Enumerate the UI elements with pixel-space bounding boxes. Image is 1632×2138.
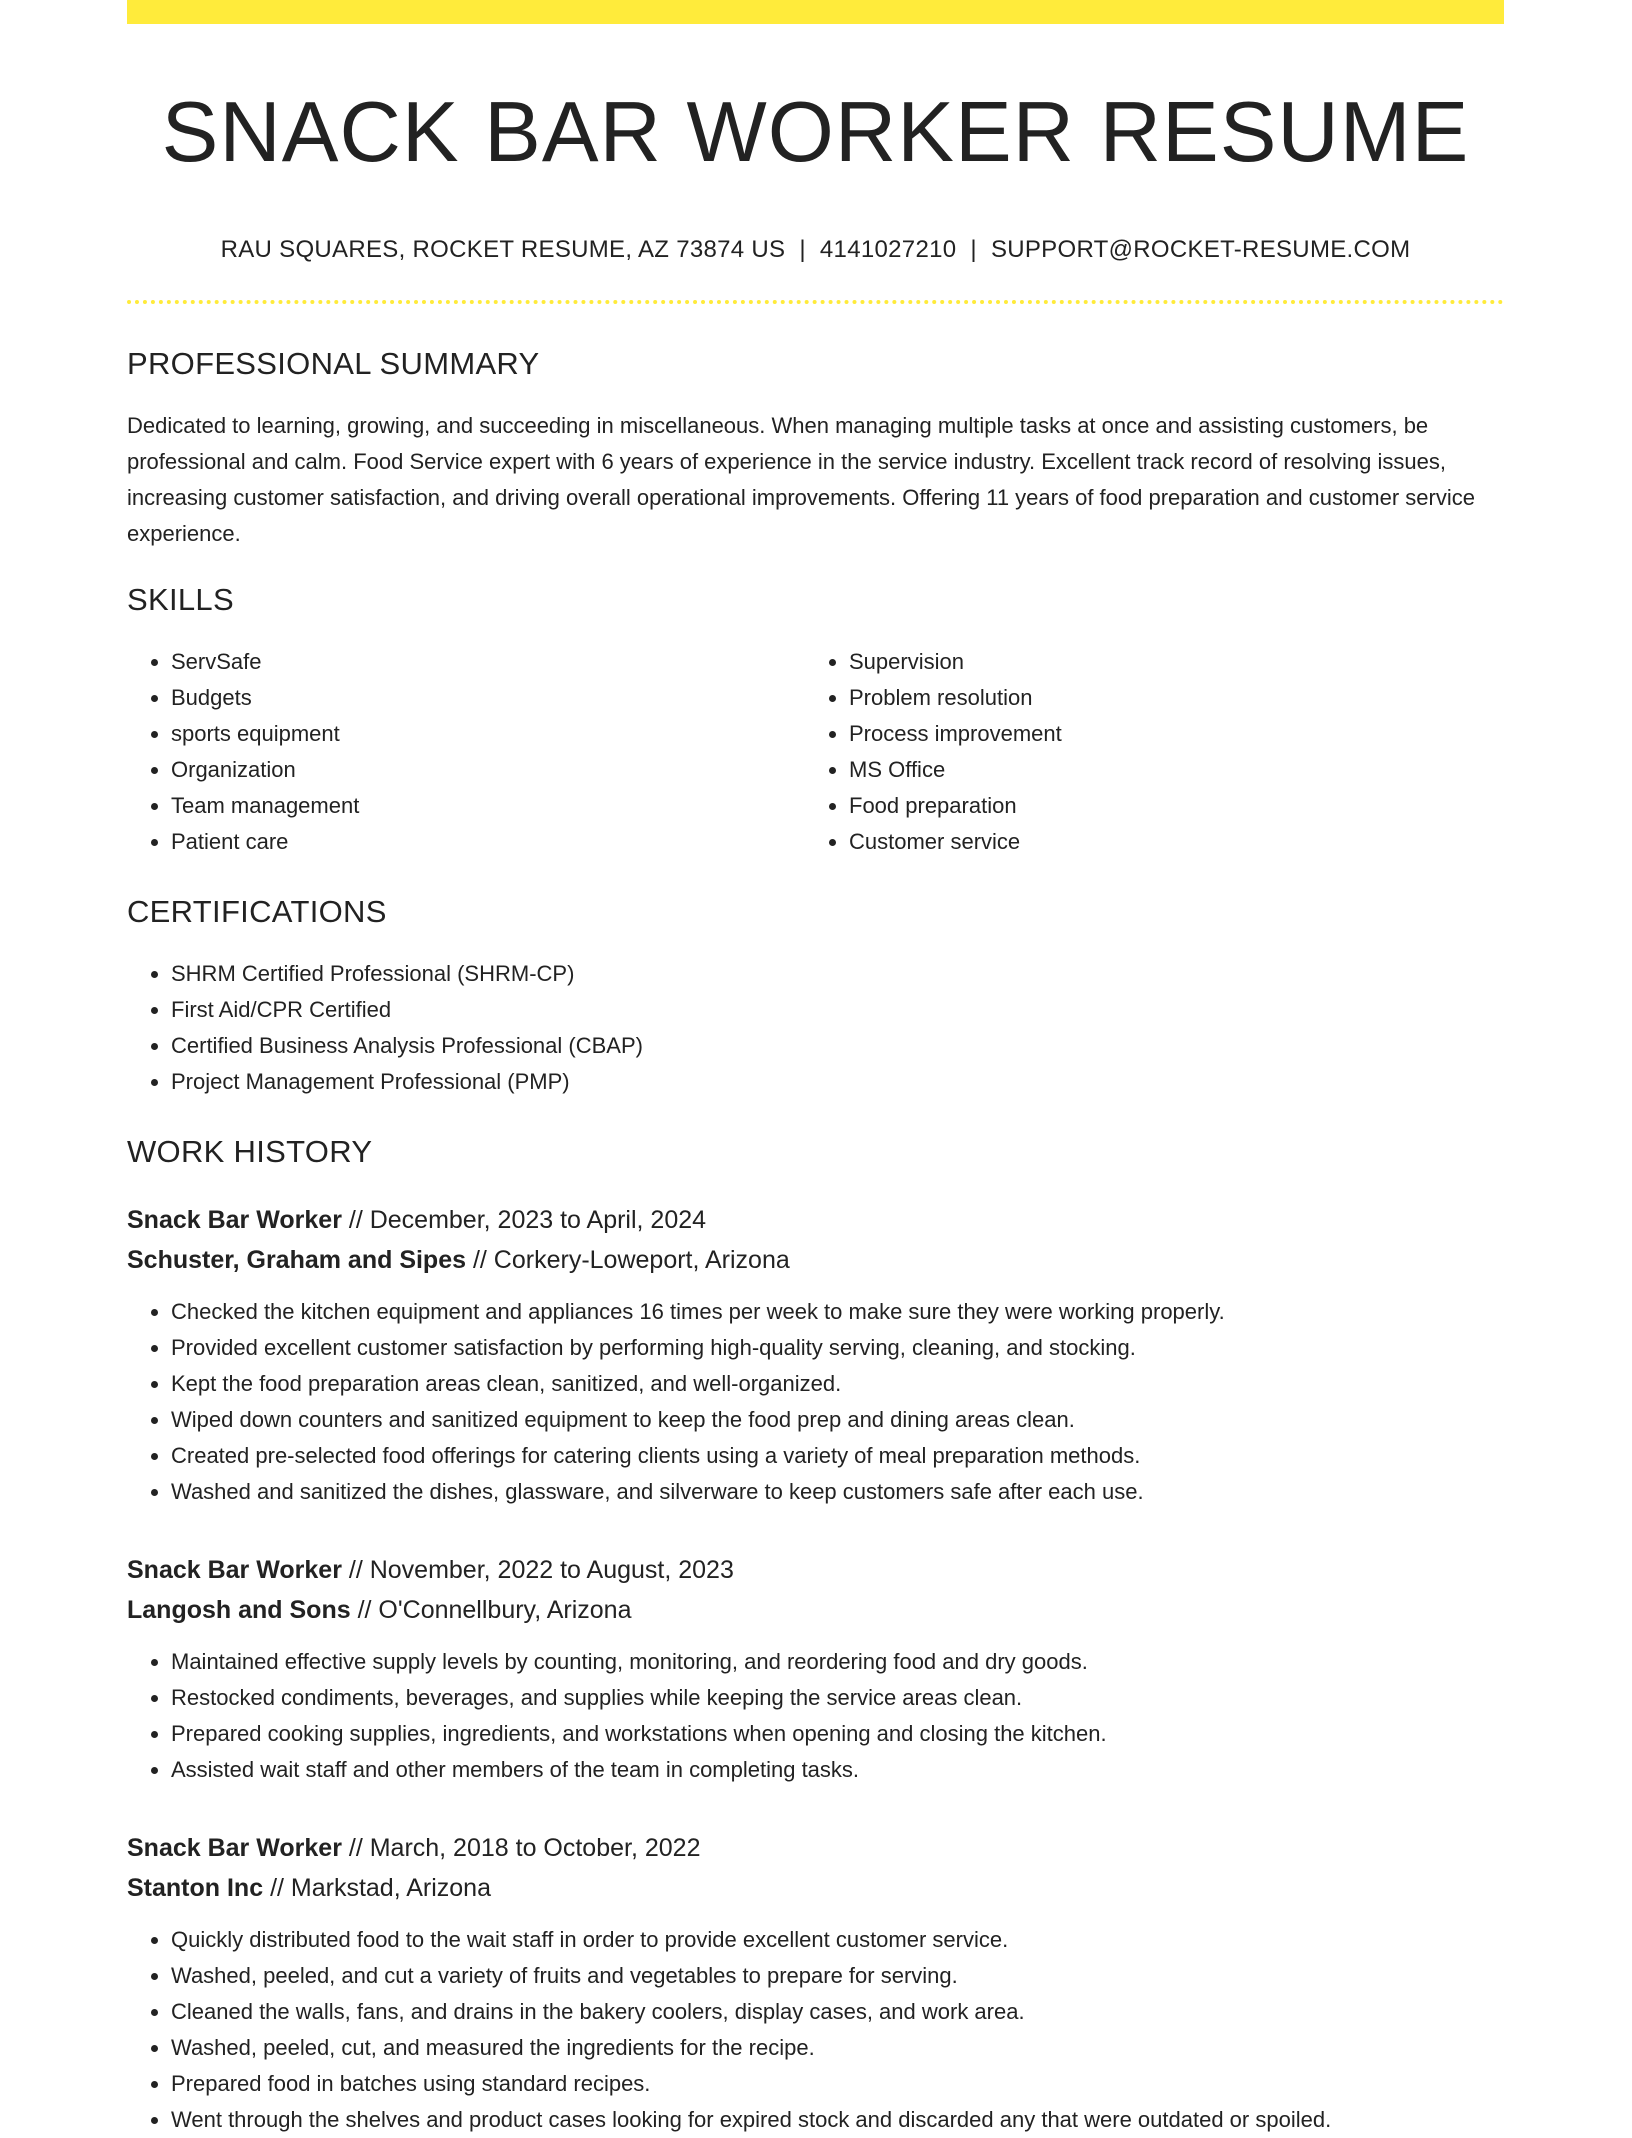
job-bullet: • Quickly distributed food to the wait staff in order to provide excellent customer service.	[171, 1922, 1504, 1958]
job-company: Langosh and Sons	[127, 1596, 351, 1624]
job-bullet: • Assisted wait staff and other members of the team in completing tasks.	[171, 1752, 1504, 1788]
job-entry	[127, 1828, 1504, 2138]
job-bullet: • Created pre-selected food offerings for catering clients using a variety of meal preparation methods.	[171, 1438, 1504, 1474]
resume-page	[127, 0, 1504, 2138]
skill-item: • Customer service	[849, 824, 1483, 860]
certification-item: • First Aid/CPR Certified	[171, 992, 1504, 1028]
job-company: Schuster, Graham and Sipes	[127, 1246, 467, 1274]
job-bullet: • Checked the kitchen equipment and appliances 16 times per week to make sure they were working properly.	[171, 1294, 1504, 1330]
job-bullet: • Washed, peeled, and cut a variety of fruits and vegetables to prepare for serving.	[171, 1958, 1504, 1994]
job-company-line	[127, 1590, 1504, 1630]
contact-phone: 4141027210	[819, 236, 957, 263]
job-bullet: • Kept the food preparation areas clean, sanitized, and well-organized.	[171, 1366, 1504, 1402]
skills-grid	[127, 644, 1504, 860]
skills-list-left	[127, 644, 805, 860]
skill-item: • Food preparation	[849, 788, 1483, 824]
section-heading-work-history: WORK HISTORY	[127, 1134, 373, 1169]
job-location: // Corkery-Loweport, Arizona	[472, 1246, 790, 1274]
skills-list-right	[805, 644, 1483, 860]
section-heading-skills: SKILLS	[127, 582, 234, 617]
job-bullet: • Restocked condiments, beverages, and supplies while keeping the service areas clean.	[171, 1680, 1504, 1716]
job-entry	[127, 1550, 1504, 1788]
skill-item: • Process improvement	[849, 716, 1483, 752]
job-entry	[127, 1200, 1504, 1510]
certification-item: • Certified Business Analysis Professional (CBAP)	[171, 1028, 1504, 1064]
job-company-line	[127, 1868, 1504, 1908]
job-bullet: • Cleaned the walls, fans, and drains in the bakery coolers, display cases, and work area.	[171, 1994, 1504, 2030]
job-bullets	[127, 1644, 1504, 1788]
job-bullet: • Wiped down counters and sanitized equipment to keep the food prep and dining areas clean.	[171, 1402, 1504, 1438]
section-heading-summary: PROFESSIONAL SUMMARY	[127, 346, 540, 381]
skills-section	[127, 582, 1504, 860]
skill-item: • Organization	[171, 752, 805, 788]
job-bullet: • Washed and sanitized the dishes, glassware, and silverware to keep customers safe after each use.	[171, 1474, 1504, 1510]
skill-item: • Budgets	[171, 680, 805, 716]
job-bullets	[127, 1294, 1504, 1510]
job-title-line	[127, 1200, 1504, 1240]
contact-separator: |	[970, 236, 977, 263]
skill-item: • ServSafe	[171, 644, 805, 680]
job-title-line	[127, 1828, 1504, 1868]
job-company-line	[127, 1240, 1504, 1280]
certifications-list	[127, 956, 1504, 1100]
job-bullet: • Prepared food in batches using standard recipes.	[171, 2066, 1504, 2102]
job-title: Snack Bar Worker	[127, 1834, 342, 1862]
job-dates: // December, 2023 to April, 2024	[348, 1206, 707, 1234]
contact-email: SUPPORT@ROCKET-RESUME.COM	[990, 236, 1411, 263]
contact-separator: |	[799, 236, 806, 263]
skill-item: • sports equipment	[171, 716, 805, 752]
job-bullets	[127, 1922, 1504, 2138]
certification-item: • Project Management Professional (PMP)	[171, 1064, 1504, 1100]
section-heading-certifications: CERTIFICATIONS	[127, 894, 387, 929]
job-bullet: • Prepared cooking supplies, ingredients, and workstations when opening and closing the kitchen.	[171, 1716, 1504, 1752]
job-dates: // March, 2018 to October, 2022	[348, 1834, 701, 1862]
skill-item: • Patient care	[171, 824, 805, 860]
skill-item: • Supervision	[849, 644, 1483, 680]
skill-item: • Problem resolution	[849, 680, 1483, 716]
job-dates: // November, 2022 to August, 2023	[348, 1556, 734, 1584]
resume-title: SNACK BAR WORKER RESUME	[161, 85, 1470, 180]
skill-item: • Team management	[171, 788, 805, 824]
job-location: // O'Connellbury, Arizona	[357, 1596, 632, 1624]
job-title: Snack Bar Worker	[127, 1206, 342, 1234]
job-title-line	[127, 1550, 1504, 1590]
work-history-section	[127, 1134, 1504, 2138]
top-accent-bar	[127, 0, 1504, 24]
job-bullet: • Went through the shelves and product cases looking for expired stock and discarded any that were outdated or spoiled.	[171, 2102, 1504, 2138]
summary-text: Dedicated to learning, growing, and succeeding in miscellaneous. When managing multiple tasks at once and assisting customers, be professional and calm. Food Service expert with 6 years of experience in the service industry. Excellent track record of resolving issues, increasing customer satisfaction, and driving overall operational improvements. Offering 11 years of food preparation and customer service experience.	[127, 413, 1475, 546]
job-bullet: • Maintained effective supply levels by counting, monitoring, and reordering food and dry goods.	[171, 1644, 1504, 1680]
certification-item: • SHRM Certified Professional (SHRM-CP)	[171, 956, 1504, 992]
summary-section	[127, 346, 1504, 552]
contact-address: RAU SQUARES, ROCKET RESUME, AZ 73874 US	[220, 236, 786, 263]
header-divider	[127, 300, 1504, 304]
job-location: // Markstad, Arizona	[270, 1874, 491, 1902]
job-bullet: • Provided excellent customer satisfaction by performing high-quality serving, cleaning, and stocking.	[171, 1330, 1504, 1366]
certifications-section	[127, 894, 1504, 1100]
contact-line	[127, 236, 1504, 264]
job-title: Snack Bar Worker	[127, 1556, 342, 1584]
job-company: Stanton Inc	[127, 1874, 264, 1902]
job-bullet: • Washed, peeled, cut, and measured the ingredients for the recipe.	[171, 2030, 1504, 2066]
skill-item: • MS Office	[849, 752, 1483, 788]
